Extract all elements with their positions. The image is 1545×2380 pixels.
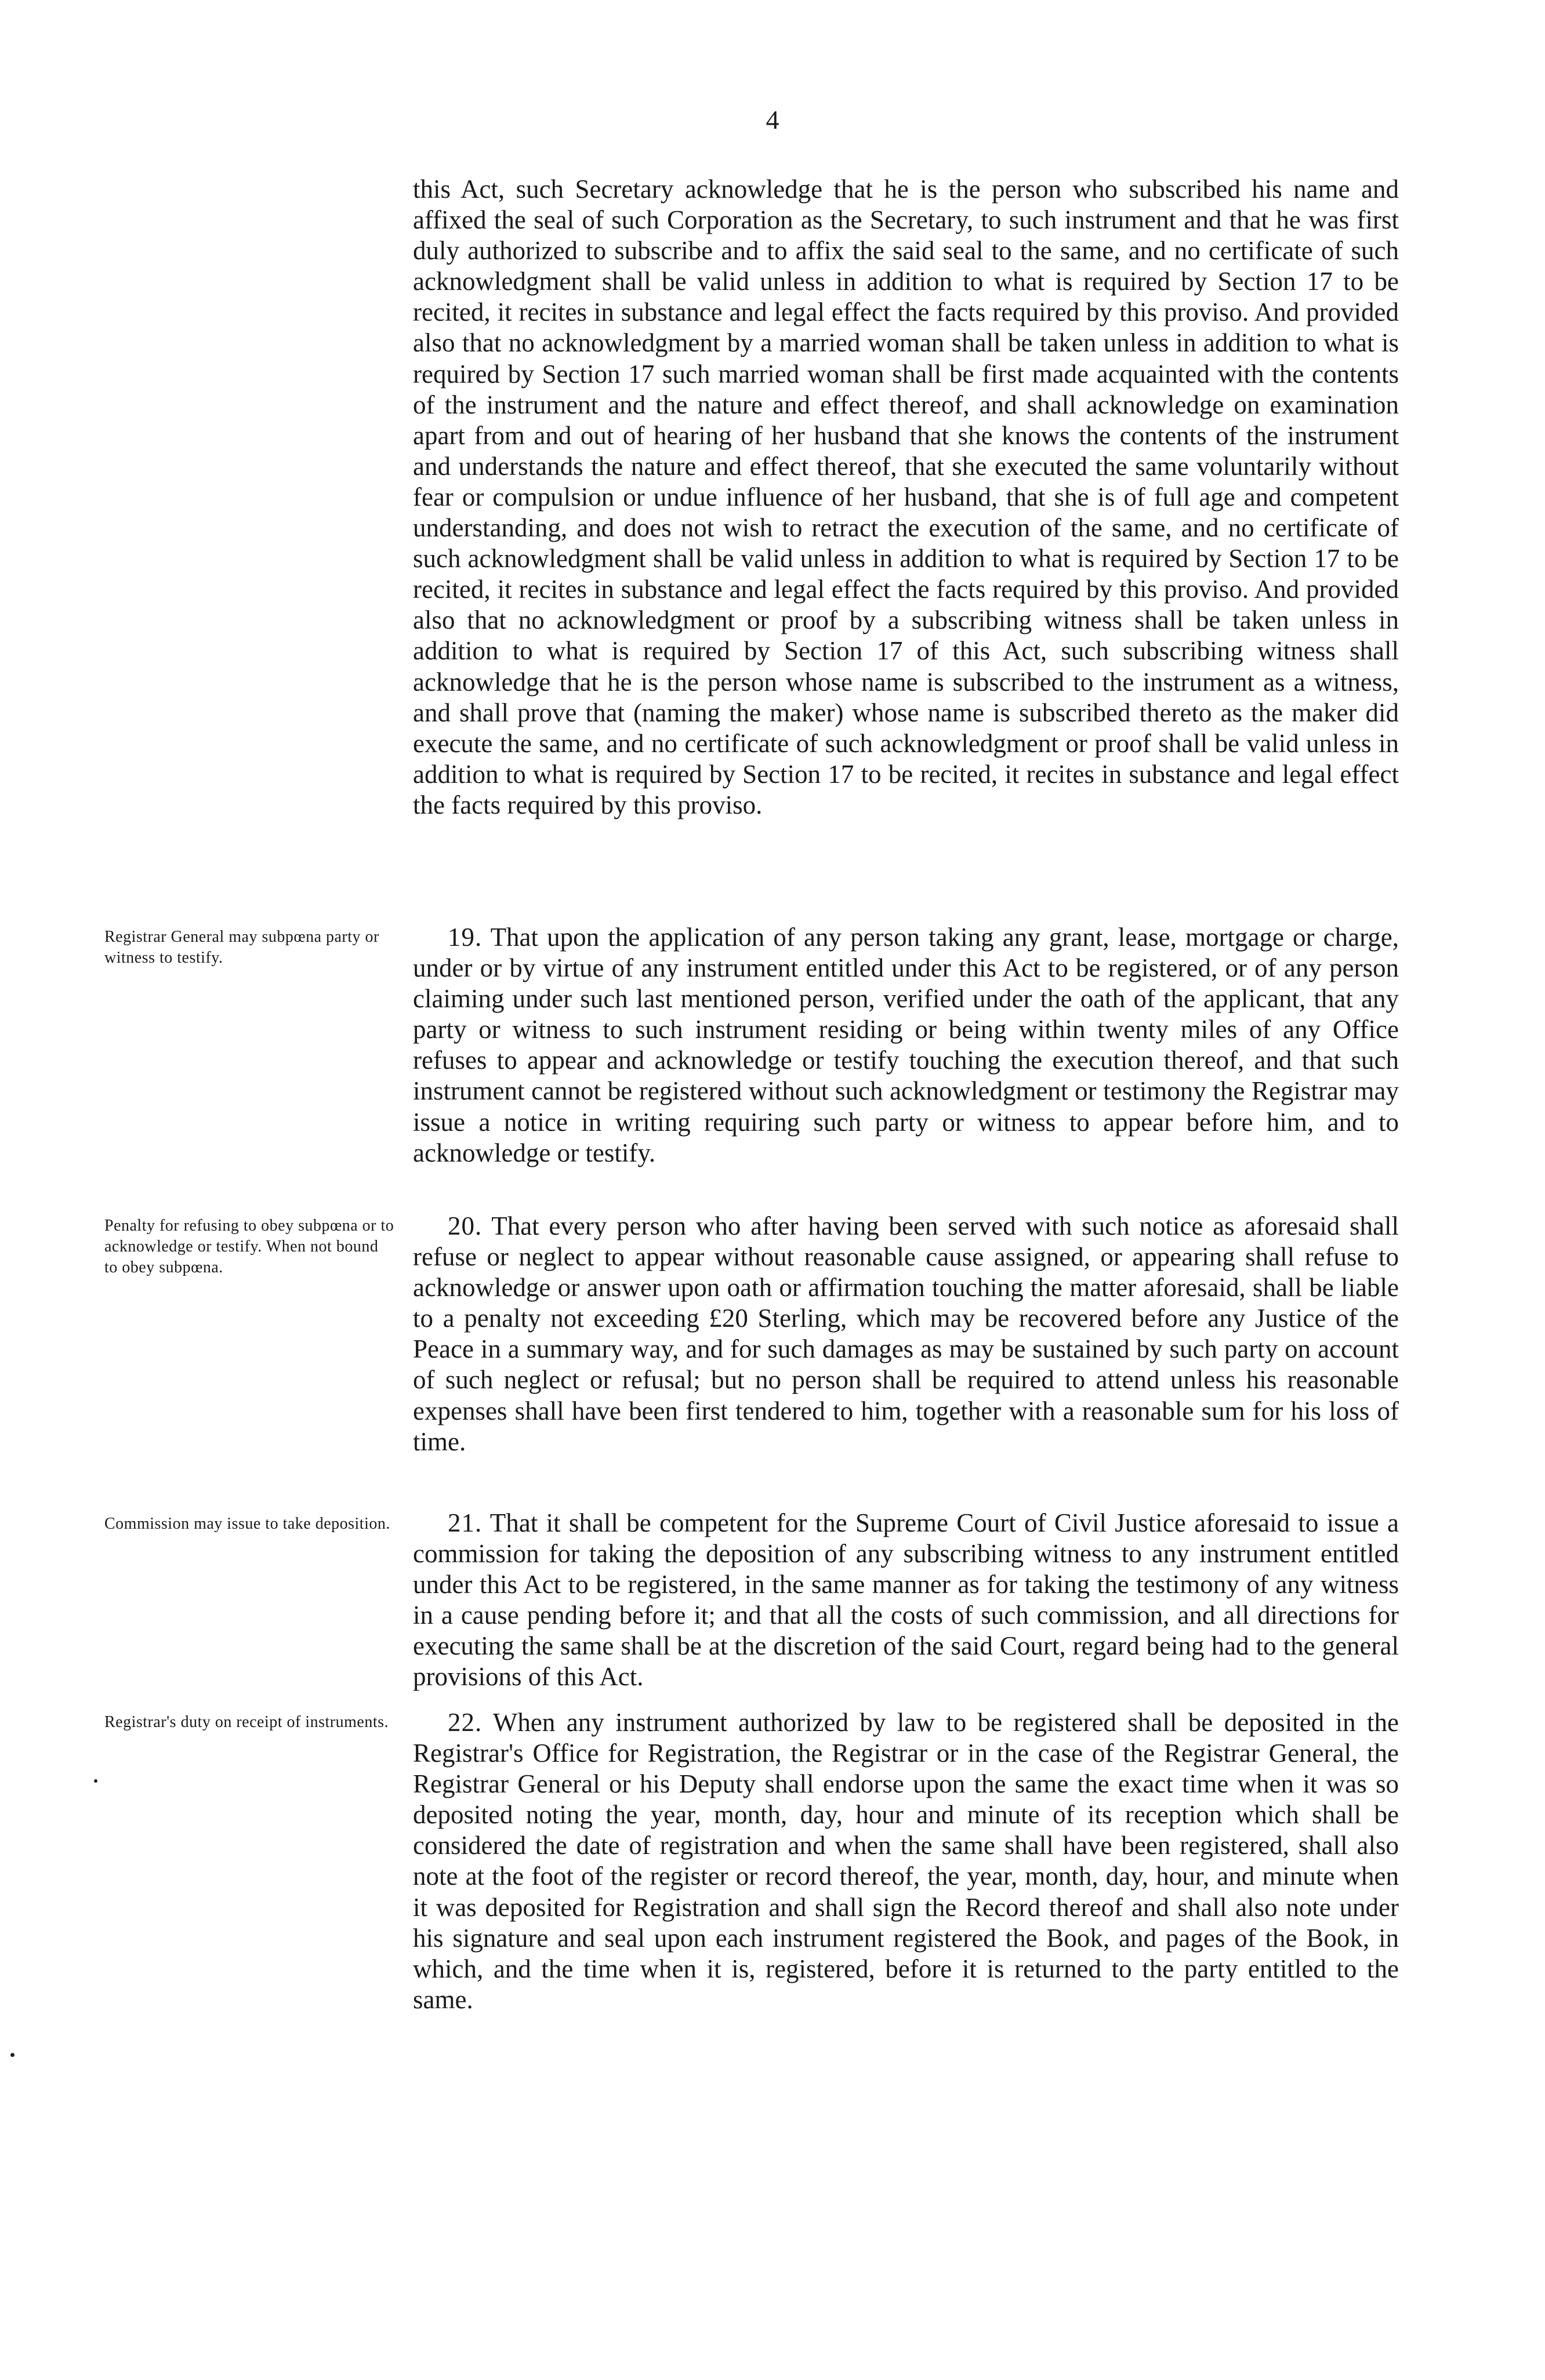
- section-text: That every person who after having been served with such notice as aforesaid shall refuse or neglect to appear without reasonable cause assigned, or appearing shall refuse to acknowledge or answer upon oath or affirmation touching the matter aforesaid, shall be liable to a penalty not exceeding £20 Sterling, which may be recovered before any Justice of the Peace in a summary way, and for such damages as may be sustained by such party on account of such neglect or refusal; but no person shall be required to attend unless his reasonable expenses shall have been first tendered to him, together with a reasonable sum for his loss of time.: [413, 1211, 1399, 1456]
- margin-note-20: Penalty for refusing to obey subpœna or to acknowledge or testify. When not bound to obey subpœna.: [104, 1217, 394, 1276]
- section-number: 22.: [448, 1708, 483, 1737]
- continued-paragraph: this Act, such Secretary acknowledge that he is the person who subscribed his name and affixed the seal of such Corporation as the Secretary, to such instrument and that he was first duly authorized to subscribe and to affix the said seal to the same, and no certificate of such acknowledgment shall be valid unless in addition to what is required by Section 17 to be recited, it recites in substance and legal effect the facts required by this proviso. And provided also that no acknowledgment by a married woman shall be taken unless in addition to what is required by Section 17 such married woman shall be first made acquainted with the contents of the instrument and the nature and effect thereof, and shall acknowledge on examination apart from and out of hearing of her husband that she knows the contents of the instrument and understands the nature and effect thereof, that she executed the same voluntarily without fear or compulsion or undue influence of her husband, that she is of full age and competent understanding, and does not wish to retract the execution of the same, and no certificate of such acknowledgment shall be valid unless in addition to what is required by Section 17 to be recited, it recites in substance and legal effect the facts required by this proviso. And provided also that no acknowledgment or proof by a subscribing witness shall be taken unless in addition to what is required by Section 17 of this Act, such subscribing witness shall acknowledge that he is the person whose name is subscribed to the instrument as a witness, and shall prove that (naming the maker) whose name is subscribed thereto as the maker did execute the same, and no certificate of such acknowledgment or proof shall be valid unless in addition to what is required by Section 17 to be recited, it recites in substance and legal effect the facts required by this proviso.: [413, 175, 1399, 819]
- margin-note-19: Registrar General may subpœna party or witness to testify.: [104, 928, 379, 967]
- section-21: [413, 1508, 1399, 1693]
- page-number: 4: [766, 105, 779, 135]
- section-text: That upon the application of any person taking any grant, lease, mortgage or charge, under or by virtue of any instrument entitled under this Act to be registered, or of any person claiming under such last mentioned person, verified under the oath of the applicant, that any party or witness to such instrument residing or being within twenty miles of any Office refuses to appear and acknowledge or testify touching the execution thereof, and that such instrument cannot be registered without such acknowledgment or testimony the Registrar may issue a notice in writing requiring such party or witness to appear before him, and to acknowledge or testify.: [413, 923, 1399, 1167]
- scan-speck: [10, 2053, 14, 2057]
- section-number: 20.: [448, 1211, 483, 1240]
- section-text: When any instrument authorized by law to be registered shall be deposited in the Registrar's Office for Registration, the Registrar or in the case of the Registrar General, the Registrar General or his Deputy shall endorse upon the same the exact time when it was so deposited noting the year, month, day, hour and minute of its reception which shall be considered the date of registration and when the same shall have been registered, shall also note at the foot of the register or record thereof, the year, month, day, hour, and minute when it was deposited for Registration and shall sign the Record thereof and shall also note under his signature and seal upon each instrument registered the Book, and pages of the Book, in which, and the time when it is, registered, before it is returned to the party entitled to the same.: [413, 1708, 1399, 2014]
- section-text: That it shall be competent for the Supreme Court of Civil Justice aforesaid to issue a commission for taking the deposition of any subscribing witness to any instrument entitled under this Act to be registered, in the same manner as for taking the testimony of any witness in a cause pending before it; and that all the costs of such commission, and all directions for executing the same shall be at the discretion of the said Court, regard being had to the general provisions of this Act.: [413, 1508, 1399, 1692]
- section-19: [413, 922, 1399, 1169]
- section-number: 21.: [448, 1508, 483, 1537]
- section-number: 19.: [448, 923, 483, 952]
- margin-note-21: Commission may issue to take deposition.: [104, 1515, 390, 1533]
- margin-note-22: Registrar's duty on receipt of instruments.: [104, 1713, 389, 1731]
- section-22: [413, 1707, 1399, 2015]
- scan-speck: [94, 1779, 97, 1783]
- section-20: [413, 1211, 1399, 1457]
